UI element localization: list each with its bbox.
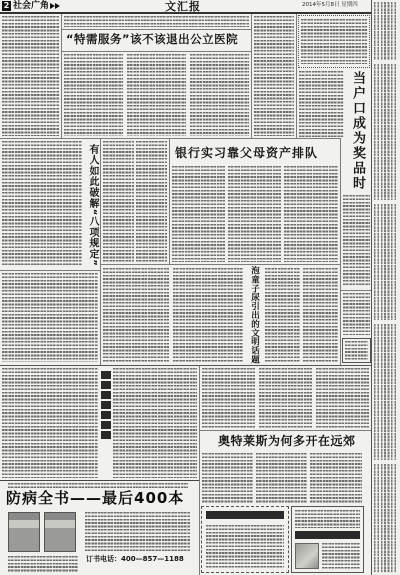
quote-box-text bbox=[301, 19, 367, 64]
column-rule bbox=[296, 14, 297, 139]
column-text bbox=[2, 16, 59, 136]
vertical-headline-block bbox=[101, 371, 111, 441]
article-body-text bbox=[202, 368, 255, 428]
ad-body-text bbox=[322, 543, 360, 569]
book-cover-image bbox=[44, 512, 76, 552]
newspaper-masthead: 文汇报 bbox=[165, 0, 201, 13]
article-lead-text bbox=[64, 16, 249, 27]
article-body-text bbox=[173, 268, 243, 362]
ad-body-text bbox=[85, 512, 190, 552]
article-body-text bbox=[202, 453, 253, 503]
article-body-text bbox=[310, 453, 362, 503]
ad-order-phone: 订书电话：400—857—1188 bbox=[86, 555, 184, 563]
headline-outlets: 奥特莱斯为何多开在远郊 bbox=[218, 434, 356, 448]
ad-body-text bbox=[295, 510, 360, 528]
section-rule bbox=[100, 264, 340, 265]
article-body-text bbox=[316, 368, 369, 428]
headline-eight-rules: 有人如此破解“八项规定” bbox=[87, 144, 98, 267]
headline-rule bbox=[62, 51, 251, 52]
article-body-text bbox=[113, 368, 197, 478]
adjacent-page-strip bbox=[374, 464, 398, 573]
column-rule bbox=[100, 139, 101, 365]
article-body-text bbox=[299, 71, 344, 137]
headline-hukou-prize: 当户口成为奖品时 bbox=[350, 71, 365, 191]
section-rule bbox=[0, 138, 341, 139]
article-body-text bbox=[127, 54, 186, 136]
column-text bbox=[2, 273, 98, 362]
ad-body-text bbox=[206, 525, 284, 569]
article-body-text bbox=[303, 268, 338, 362]
article-body-text bbox=[64, 54, 123, 136]
article-body-text bbox=[172, 166, 225, 262]
column-text bbox=[2, 368, 98, 478]
headline-child-urine: 泡童子尿引出的文明话题 bbox=[249, 266, 260, 364]
adjacent-page-strip bbox=[374, 2, 398, 60]
column-rule bbox=[169, 139, 170, 264]
article-body-text bbox=[284, 166, 338, 262]
adjacent-page-strip bbox=[374, 324, 398, 460]
adjacent-page-strip bbox=[374, 64, 398, 200]
page-number: 2 bbox=[3, 1, 10, 10]
notice-box-text bbox=[345, 341, 368, 360]
issue-date: 2014年5月8日 星期四 bbox=[302, 2, 358, 8]
article-body-text bbox=[103, 141, 134, 262]
arrow-icon bbox=[55, 3, 60, 9]
column-text bbox=[254, 16, 294, 136]
column-text bbox=[2, 141, 82, 267]
article-body-text bbox=[228, 166, 281, 262]
article-body-text bbox=[103, 268, 169, 362]
page-fold-rule bbox=[371, 0, 372, 575]
section-rule bbox=[0, 270, 100, 271]
ad-border bbox=[0, 480, 199, 481]
ad-body-text bbox=[8, 556, 78, 572]
column-text bbox=[343, 293, 370, 335]
column-rule bbox=[340, 139, 341, 365]
article-body-text bbox=[256, 453, 307, 503]
column-rule bbox=[251, 14, 252, 138]
header-rule bbox=[0, 12, 372, 14]
section-rule bbox=[341, 290, 371, 291]
article-body-text bbox=[190, 54, 249, 136]
section-rule bbox=[0, 365, 371, 366]
section-rule bbox=[200, 430, 371, 431]
ad-heading-block bbox=[295, 531, 360, 539]
article-body-text bbox=[259, 368, 312, 428]
column-rule bbox=[61, 14, 62, 138]
adjacent-page-strip bbox=[374, 204, 398, 320]
book-cover-image bbox=[8, 512, 40, 552]
ad-photo bbox=[295, 543, 319, 569]
ad-tagline bbox=[8, 483, 188, 488]
headline-bank-internship: 银行实习靠父母资产排队 bbox=[175, 146, 319, 160]
ad-book-title: 防病全书——最后400本 bbox=[6, 489, 185, 507]
article-body-text bbox=[136, 141, 167, 262]
article-body-text bbox=[265, 268, 300, 362]
headline-special-service: “特需服务”该不该退出公立医院 bbox=[66, 32, 239, 46]
ad-heading-block bbox=[206, 511, 284, 521]
column-rule bbox=[199, 366, 200, 575]
headline-rule bbox=[62, 29, 251, 30]
column-text bbox=[343, 195, 370, 287]
section-title: 社会广角 bbox=[13, 1, 50, 11]
